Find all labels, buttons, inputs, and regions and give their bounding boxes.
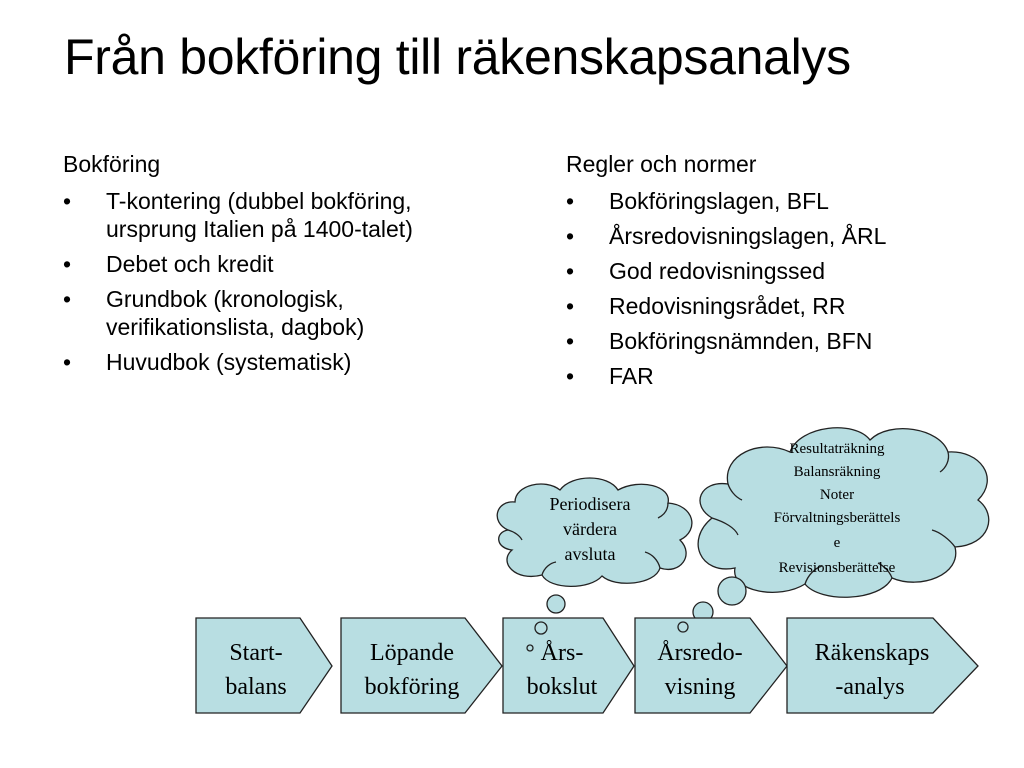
- list-item-line: T-kontering (dubbel bokföring,: [106, 188, 412, 214]
- step-label: Års-: [540, 640, 584, 666]
- list-item-line: Debet och kredit: [106, 251, 274, 277]
- bullet-icon: •: [63, 251, 72, 277]
- bullet-icon: •: [566, 293, 575, 319]
- list-item-line: Redovisningsrådet, RR: [609, 293, 846, 319]
- list-item-line: Huvudbok (systematisk): [106, 349, 352, 375]
- step-label: bokföring: [364, 674, 460, 700]
- callout-line: Revisionsberättelse: [778, 560, 896, 576]
- list-item-line: FAR: [609, 363, 654, 389]
- list-item-line: Årsredovisningslagen, ÅRL: [609, 223, 887, 249]
- step-label: Start-: [229, 640, 283, 666]
- left-column-heading: Bokföring: [63, 151, 161, 177]
- step-label: balans: [225, 674, 287, 700]
- right-column-heading: Regler och normer: [566, 151, 757, 177]
- step-label: Årsredo-: [657, 640, 743, 666]
- step-label: Löpande: [370, 640, 454, 666]
- step-label: bokslut: [526, 674, 598, 700]
- list-item-line: God redovisningssed: [609, 258, 826, 284]
- bullet-icon: •: [63, 188, 72, 214]
- bullet-icon: •: [63, 286, 72, 312]
- callout-line: avsluta: [564, 544, 616, 564]
- list-item-line: ursprung Italien på 1400-talet): [106, 216, 413, 242]
- list-item-line: Bokföringslagen, BFL: [609, 188, 829, 214]
- callout-line: Förvaltningsberättels: [773, 510, 901, 526]
- bullet-icon: •: [566, 223, 575, 249]
- step-label: visning: [664, 674, 736, 700]
- bullet-icon: •: [566, 363, 575, 389]
- callout-line: Periodisera: [549, 494, 631, 514]
- step-label: Räkenskaps: [814, 640, 930, 666]
- callout-line: Balansräkning: [793, 464, 881, 480]
- slide-title: Från bokföring till räkenskapsanalys: [64, 29, 851, 85]
- callout-line: Noter: [819, 487, 855, 503]
- list-item-line: verifikationslista, dagbok): [106, 314, 365, 340]
- bullet-icon: •: [63, 349, 72, 375]
- step-label: -analys: [835, 674, 905, 700]
- callout-line: Resultaträkning: [789, 441, 885, 457]
- bullet-icon: •: [566, 188, 575, 214]
- callout-line: värdera: [563, 519, 617, 539]
- list-item-line: Bokföringsnämnden, BFN: [609, 328, 873, 354]
- bullet-icon: •: [566, 258, 575, 284]
- callout-line: e: [833, 535, 841, 551]
- list-item-line: Grundbok (kronologisk,: [106, 286, 344, 312]
- bullet-icon: •: [566, 328, 575, 354]
